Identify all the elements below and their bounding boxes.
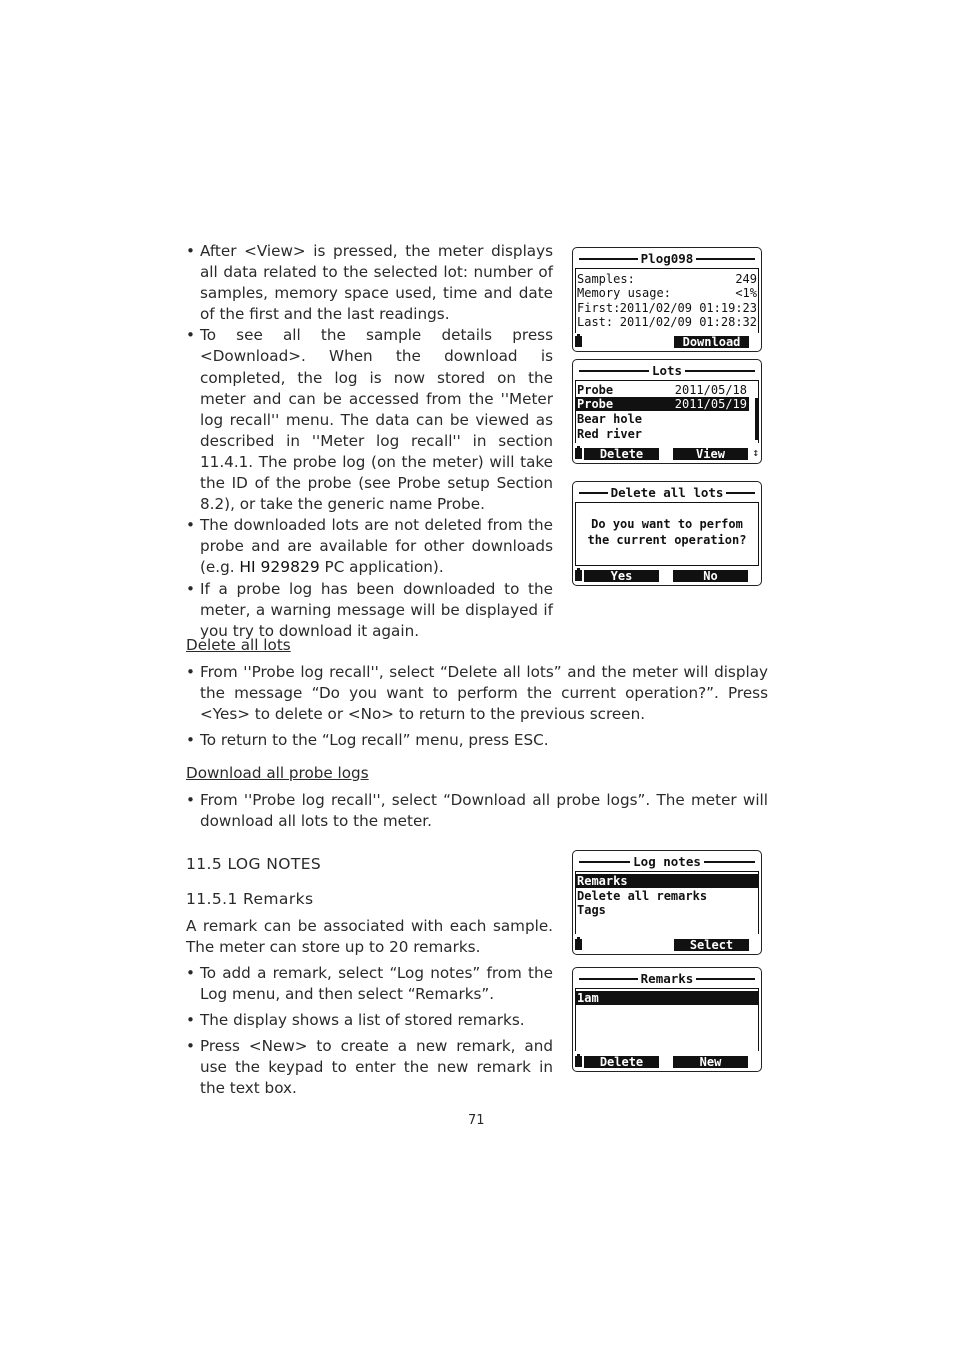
screen-title: Plog098: [640, 251, 694, 266]
screen-remarks: [572, 967, 762, 1072]
screen-title-bar: [579, 251, 755, 267]
bullet-delete-all: • From ''Probe log recall'', select “Delete all lots” and the meter will display the message “Do you want to perform the current operation?”. Press <Yes> to delete or <No> to return to the previous screen.: [186, 662, 768, 725]
bullet-download: • To see all the sample details press <Download>. When the download is completed, the log is now stored on the meter and can be accessed from the ''Meter log recall'' menu. The data can be viewed as described in ''Meter log recall'' in section 11.4.1. The probe log (on the meter) will take the ID of the probe (see Probe setup Section 8.2), or take the generic name Probe.: [186, 325, 553, 515]
yes-softkey[interactable]: Yes: [584, 570, 659, 582]
battery-icon: [575, 939, 582, 950]
screen-title-bar: [579, 485, 755, 501]
subsection-heading: 11.5.1 Remarks: [186, 890, 314, 908]
delete-all-lots-list: [186, 662, 768, 756]
bullet-list-remarks: • The display shows a list of stored remarks.: [186, 1010, 553, 1031]
menu-item-delete-all-remarks[interactable]: Delete all remarks: [577, 889, 708, 903]
remark-item[interactable]: 1am: [575, 991, 759, 1005]
screen-title-bar: [579, 363, 755, 379]
download-softkey[interactable]: Download: [674, 336, 749, 348]
lot-row[interactable]: Bear hole: [577, 412, 643, 426]
bullet-view-details: • After <View> is pressed, the meter displays all data related to the selected lot: number of samples, memory space used, time and date of the first and the last readings.: [186, 241, 553, 325]
section-heading: 11.5 LOG NOTES: [186, 855, 322, 873]
screen-title-bar: [579, 854, 755, 870]
screen-delete-all: [572, 481, 762, 586]
battery-icon: [575, 570, 582, 581]
info-row: Memory usage: <1%: [577, 286, 757, 300]
delete-all-lots-heading: Delete all lots: [186, 636, 291, 654]
softkey-bar: [573, 569, 761, 583]
softkey-bar: [573, 447, 761, 461]
select-softkey[interactable]: Select: [674, 939, 749, 951]
softkey-bar: [573, 1055, 761, 1069]
softkey-bar: [573, 938, 761, 952]
softkey-bar: [573, 335, 761, 349]
delete-softkey[interactable]: Delete: [584, 1056, 659, 1068]
screen-title-bar: [579, 971, 755, 987]
screen-title: Lots: [651, 363, 683, 378]
screen-title: Log notes: [633, 854, 701, 869]
bullet-warning: • If a probe log has been downloaded to the meter, a warning message will be displayed if you try to download it again.: [186, 579, 553, 642]
battery-icon: [575, 1056, 582, 1067]
bullet-download-all: • From ''Probe log recall'', select “Download all probe logs”. The meter will download all lots to the meter.: [186, 790, 768, 832]
confirm-message: Do you want to perfom the current operation?: [587, 517, 747, 547]
top-bullet-list: [186, 241, 553, 642]
download-all-heading: Download all probe logs: [186, 764, 369, 782]
screen-log-notes: [572, 850, 762, 955]
view-softkey[interactable]: View: [673, 448, 748, 460]
bullet-not-deleted: • The downloaded lots are not deleted from the probe and are available for other downloads (e.g. HI 929829 PC application).: [186, 515, 553, 578]
lot-row[interactable]: Probe 2011/05/18: [577, 383, 747, 397]
bullet-return-esc: • To return to the “Log recall” menu, press ESC.: [186, 730, 768, 751]
lot-row[interactable]: Red river: [577, 427, 643, 441]
page-number: 71: [468, 1113, 485, 1128]
bullet-add-remark: • To add a remark, select “Log notes” from the Log menu, and then select “Remarks”.: [186, 963, 553, 1005]
download-all-list: [186, 790, 768, 832]
new-softkey[interactable]: New: [673, 1056, 748, 1068]
battery-icon: [575, 448, 582, 459]
screen-lots: [572, 359, 762, 464]
info-row: Samples: 249: [577, 272, 757, 286]
info-row: Last: 2011/02/09 01:28:32: [577, 315, 757, 329]
no-softkey[interactable]: No: [673, 570, 748, 582]
scroll-arrow-icon: ↕: [752, 446, 759, 459]
menu-item-remarks[interactable]: Remarks: [575, 874, 759, 888]
screen-plog: [572, 247, 762, 352]
bullet-new-remark: • Press <New> to create a new remark, and use the keypad to enter the new remark in the text box.: [186, 1036, 553, 1099]
lot-row-selected[interactable]: Probe 2011/05/19: [577, 397, 747, 411]
remarks-list: [186, 963, 553, 1105]
scrollbar[interactable]: [755, 398, 758, 440]
delete-softkey[interactable]: Delete: [584, 448, 659, 460]
menu-item-tags[interactable]: Tags: [577, 903, 606, 917]
product-code: HI 929829: [239, 558, 320, 577]
info-row: First: 2011/02/09 01:19:23: [577, 301, 757, 315]
battery-icon: [575, 336, 582, 347]
screen-title: Delete all lots: [610, 485, 724, 500]
screen-title: Remarks: [640, 971, 694, 986]
remarks-intro: A remark can be associated with each sample. The meter can store up to 20 remarks.: [186, 917, 553, 957]
